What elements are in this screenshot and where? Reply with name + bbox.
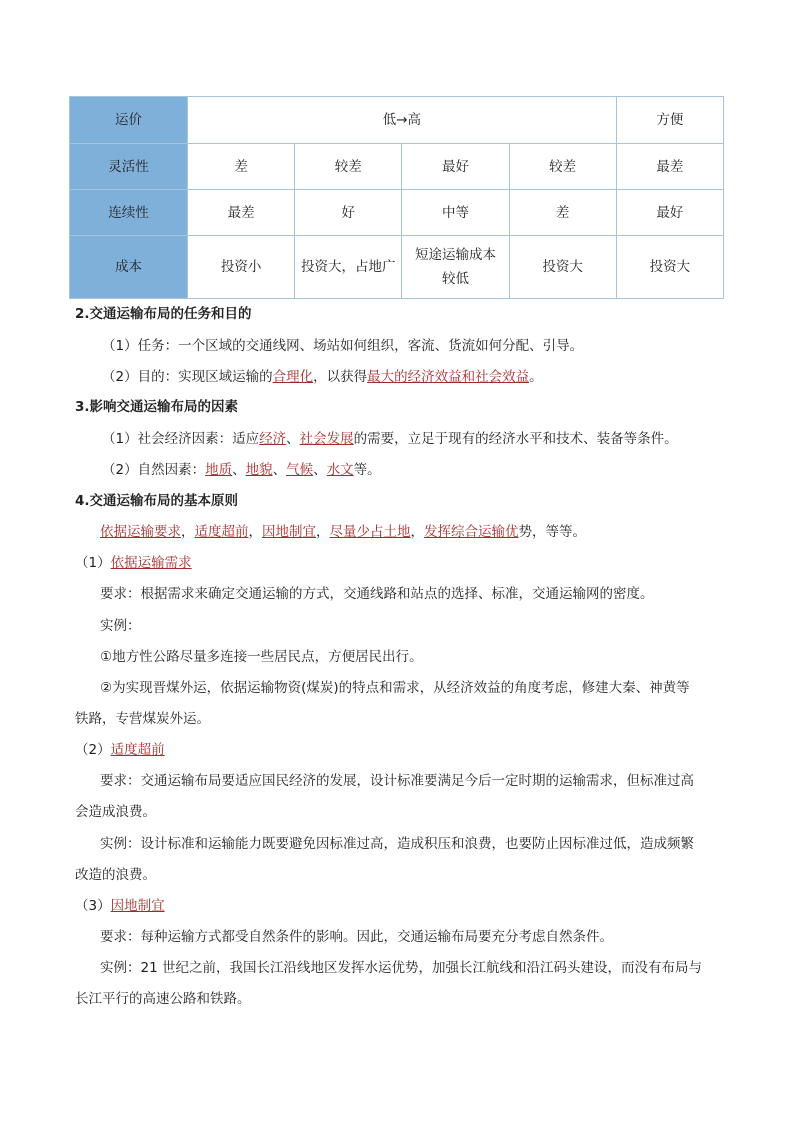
paragraph: 实例： [100,618,141,634]
paragraph: 依据运输要求，适度超前，因地制宜，尽量少占土地，发挥综合运输优势，等等。 [100,524,586,540]
cell-line: 短途运输成本 [414,247,496,263]
paragraph: （2）自然因素：地质、地貌、气候、水文等。 [102,462,381,478]
paragraph: 长江平行的高速公路和铁路。 [75,991,251,1007]
key-term: 尽量少占土地 [329,524,411,540]
table-cell: 投资大 [616,236,723,299]
paragraph: （2）目的：实现区域运输的合理化，以获得最大的经济效益和社会效益。 [102,369,543,385]
table-row [70,97,724,144]
table-cell: 差 [509,190,616,236]
paragraph: 实例：设计标准和运输能力既要避免因标准过高，造成积压和浪费，也要防止因标准过低，造成频繁 [100,836,694,852]
table-cell: 投资大 [509,236,616,299]
key-term: 依据运输要求 [100,524,181,540]
section-heading: 4.交通运输布局的基本原则 [75,493,239,509]
row-header: 成本 [70,236,188,299]
table-row [70,144,724,190]
subheading: （3）因地制宜 [75,898,165,914]
key-term: 适度超前 [110,742,165,758]
row-header: 运价 [70,97,188,144]
table-cell: 最差 [188,190,295,236]
paragraph: 要求：交通运输布局要适应国民经济的发展，设计标准要满足今后一定时期的运输需求，但标准过高 [100,773,694,789]
subheading: （2）适度超前 [75,742,165,758]
section-heading: 3.影响交通运输布局的因素 [75,399,239,415]
key-term: 发挥综合运输优 [424,524,519,540]
table-cell: 中等 [402,190,509,236]
key-term: 社会发展 [299,431,354,447]
table-cell: 投资小 [188,236,295,299]
key-term: 最大的经济效益和社会效益 [367,369,530,385]
table-cell: 最差 [616,144,723,190]
table-cell: 差 [188,144,295,190]
paragraph: ①地方性公路尽量多连接一些居民点，方便居民出行。 [100,649,423,665]
table-cell: 较差 [509,144,616,190]
paragraph: （1）任务：一个区域的交通线网、场站如何组织，客流、货流如何分配、引导。 [102,338,584,354]
table-cell: 投资大，占地广 [295,236,402,299]
key-term: 依据运输需求 [110,555,192,571]
table-cell: 方便 [616,97,723,144]
row-header: 连续性 [70,190,188,236]
subheading: （1）依据运输需求 [75,555,192,571]
table-row [70,236,724,299]
paragraph: 铁路，专营煤炭外运。 [75,711,210,727]
table-cell: 最好 [616,190,723,236]
table-cell: 好 [295,190,402,236]
paragraph: （1）社会经济因素：适应经济、社会发展的需要，立足于现有的经济水平和技术、装备等条件。 [102,431,678,447]
key-term: 经济 [259,431,287,447]
paragraph: 要求：每种运输方式都受自然条件的影响。因此，交通运输布局要充分考虑自然条件。 [100,929,613,945]
table-cell [402,236,509,299]
paragraph: 要求：根据需求来确定交通运输的方式，交通线路和站点的选择、标准，交通运输网的密度。 [100,586,654,602]
row-header: 灵活性 [70,144,188,190]
transport-comparison-table [69,96,724,299]
key-term: 地貌 [245,462,273,478]
table-cell: 最好 [402,144,509,190]
section-heading: 2.交通运输布局的任务和目的 [75,306,252,322]
paragraph: ②为实现晋煤外运，依据运输物资(煤炭)的特点和需求，从经济效益的角度考虑，修建大秦、神黄等 [100,680,690,696]
table-row [70,190,724,236]
key-term: 气候 [286,462,314,478]
paragraph: 实例：21 世纪之前，我国长江沿线地区发挥水运优势，加强长江航线和沿江码头建设，而没有布局与 [100,960,702,976]
table-cell: 较差 [295,144,402,190]
paragraph: 改造的浪费。 [75,867,156,883]
key-term: 因地制宜 [262,524,316,540]
cell-line: 较低 [441,271,469,287]
key-term: 合理化 [272,369,314,385]
paragraph: 会造成浪费。 [75,804,156,820]
key-term: 水文 [326,462,354,478]
key-term: 适度超前 [194,524,249,540]
table-cell: 低→高 [188,97,617,144]
key-term: 地质 [205,462,233,478]
key-term: 因地制宜 [110,898,165,914]
